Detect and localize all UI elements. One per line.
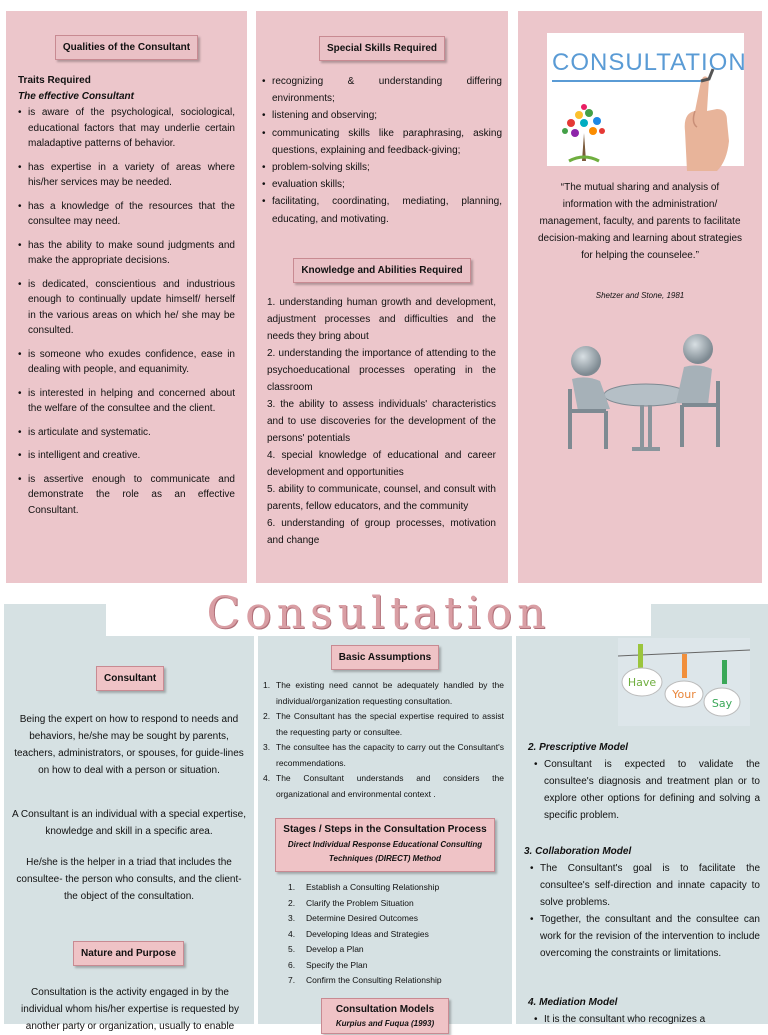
meeting-figures-icon — [558, 319, 728, 459]
skill-item: • facilitating, coordinating, mediating, planning, educating, and motivating. — [262, 193, 502, 227]
knowledge-item: 1. understanding human growth and development, adjustment processes and difficulties and the needs they bring about — [267, 296, 496, 342]
consultant-panel — [4, 604, 254, 1032]
assumption-text: The Consultant understands and considers the organizational and environmental context . — [276, 773, 504, 799]
knowledge-item: 4. special knowledge of educational and career development and opportunities — [267, 449, 496, 478]
trait-item: • is dedicated, conscientious and industrious enough to continually update himself/ herself in the various areas on which he/ she may be consulted. — [18, 277, 235, 339]
traits-subtitle: The effective Consultant — [18, 91, 134, 102]
stage-text: Specify the Plan — [306, 959, 368, 970]
sign-word-your: Your — [672, 688, 696, 701]
collaboration-list — [524, 860, 760, 962]
knowledge-header: Knowledge and Abilities Required — [293, 258, 470, 283]
nature-header: Nature and Purpose — [73, 941, 184, 966]
assumption-item: 3. The consultee has the capacity to carry out the Consultant's recommendations. — [263, 742, 504, 768]
skills-header: Special Skills Required — [319, 36, 445, 61]
trait-item: • has a knowledge of the resources that the consultee may need. — [18, 199, 235, 230]
stages-header: Stages / Steps in the Consultation Process — [283, 824, 487, 835]
prescriptive-title: 2. Prescriptive Model — [528, 742, 629, 753]
trait-item: • is articulate and systematic. — [18, 425, 235, 441]
stage-item: 6. Specify the Plan — [288, 959, 368, 970]
assumptions-list — [258, 678, 512, 802]
assumption-item: 1. The existing need cannot be adequately handled by the individual/organization requesting consultation. — [263, 680, 504, 706]
qualities-panel — [6, 11, 247, 583]
stage-text: Clarify the Problem Situation — [306, 897, 414, 908]
stage-text: Establish a Consulting Relationship — [306, 882, 440, 892]
skill-item: • evaluation skills; — [262, 176, 502, 193]
trait-item: • is assertive enough to communicate and demonstrate the role as an effective Consultant. — [18, 472, 235, 519]
prescriptive-list — [528, 756, 760, 824]
assumption-item: 4. The Consultant understands and considers the organizational and environmental context . — [263, 773, 504, 799]
sign-word-have: Have — [627, 676, 657, 689]
stages-subtitle: Direct Individual Response Educational Consulting Techniques (DIRECT) Method — [287, 840, 483, 863]
stage-item: 5. Develop a Plan — [288, 944, 364, 954]
stage-item: 3. Determine Desired Outcomes — [288, 913, 418, 923]
cover-panel — [518, 11, 762, 583]
sign-word-say: Say — [711, 697, 733, 710]
stage-item: 2. Clarify the Problem Situation — [288, 897, 414, 908]
cover-citation: Shetzer and Stone, 1981 — [595, 291, 685, 300]
skill-item: • recognizing & understanding differing environments; — [262, 73, 502, 107]
assumptions-header: Basic Assumptions — [331, 645, 439, 670]
stage-text: Determine Desired Outcomes — [306, 913, 418, 923]
assumption-text: The Consultant has the special expertise required to assist the requesting party or consultee. — [276, 711, 504, 737]
models-subtitle: Kurpius and Fuqua (1993) — [335, 1019, 435, 1028]
consultant-paragraph-1: Being the expert on how to respond to needs and behaviors, he/she may be sought by parents, teachers, administrators, or spouses, for guide-lines on how to deal with a person or situation. — [14, 714, 244, 776]
traits-title: Traits Required — [18, 75, 91, 86]
trait-item: • is interested in helping and concerned about the welfare of the consultee and the client. — [18, 386, 235, 417]
skills-list — [256, 73, 508, 228]
stage-item: 4. Developing Ideas and Strategies — [288, 928, 429, 939]
assumption-item: 2. The Consultant has the special expertise required to assist the requesting party or consultee. — [263, 711, 504, 737]
skill-item: • communicating skills like paraphrasing, asking questions, explaining and feedback-giving; — [262, 125, 502, 159]
collaboration-item: • Together, the consultant and the consultee can work for the revision of the intervention to include overcoming the constraints or limitations. — [530, 911, 760, 962]
models-header: Consultation Models — [335, 1004, 435, 1015]
nature-paragraph: Consultation is the activity engaged in by the individual whom his/her expertise is requested by another party or organization, usually to enable — [21, 987, 239, 1032]
stages-header-box — [275, 818, 495, 872]
mediation-list — [528, 1011, 760, 1028]
collaboration-item: • The Consultant's goal is to facilitate the consultee's self-direction and innate capacity to solve problems. — [530, 860, 760, 911]
assumptions-panel — [258, 604, 512, 1028]
consultant-paragraph-3: He/she is the helper in a triad that includes the consultee- the person who consults, and the client- the object of the consultation. — [16, 857, 242, 902]
trait-item: • is someone who exudes confidence, ease in dealing with people, and equanimity. — [18, 347, 235, 378]
stage-text: Develop a Plan — [306, 944, 364, 954]
skills-panel — [256, 11, 508, 583]
models-panel — [516, 604, 768, 1024]
stage-item: 1. Establish a Consulting Relationship — [288, 882, 440, 892]
assumption-text: The consultee has the capacity to carry out the Consultant's recommendations. — [276, 742, 504, 768]
knowledge-item: 5. ability to communicate, counsel, and consult with parents, fellow educators, and the community — [267, 483, 496, 512]
models-header-box — [321, 998, 449, 1034]
trait-item: • is intelligent and creative. — [18, 448, 235, 464]
consultation-image — [547, 33, 747, 166]
traits-list — [18, 105, 235, 518]
stage-item: 7. Confirm the Consulting Relationship — [288, 975, 442, 985]
qualities-header: Qualities of the Consultant — [55, 35, 198, 60]
consultant-paragraph-2: A Consultant is an individual with a special expertise, knowledge and skill in a specific area. — [11, 809, 247, 837]
tree-icon — [549, 93, 619, 163]
stage-text: Confirm the Consulting Relationship — [306, 975, 442, 985]
prescriptive-item: • Consultant is expected to validate the consultee's diagnosis and treatment plan or to explore other options for defining and solving a specific problem. — [534, 756, 760, 824]
collaboration-title: 3. Collaboration Model — [524, 846, 632, 857]
consultation-image-word: CONSULTATION — [552, 49, 747, 76]
skill-item: • problem-solving skills; — [262, 159, 502, 176]
consultant-header: Consultant — [96, 666, 164, 691]
trait-item: • has the ability to make sound judgments and make the appropriate decisions. — [18, 238, 235, 269]
mediation-title: 4. Mediation Model — [528, 997, 618, 1008]
stage-text: Developing Ideas and Strategies — [306, 928, 429, 939]
knowledge-list — [256, 294, 508, 549]
knowledge-item: 2. understanding the importance of attending to the psychoeducational processes operating in the classroom — [267, 347, 496, 393]
consultation-banner — [106, 588, 651, 639]
trait-item: • has expertise in a variety of areas where his/her services may be needed. — [18, 160, 235, 191]
stages-list — [258, 880, 512, 989]
cover-quote: “The mutual sharing and analysis of information with the administration/ management, faculty, and parents to facilitate decision-making and learning about strategies for helping the counselee.” — [538, 182, 743, 261]
have-your-say-icon — [618, 638, 750, 726]
hand-icon — [657, 71, 747, 171]
banner-title: Consultation — [206, 588, 551, 639]
skill-item: • listening and observing; — [262, 107, 502, 124]
knowledge-item: 6. understanding of group processes, motivation and change — [267, 517, 496, 546]
trait-item: • is aware of the psychological, sociological, educational factors that may underlie certain maladaptive patterns of behavior. — [18, 105, 235, 152]
mediation-item: • It is the consultant who recognizes a — [534, 1011, 760, 1028]
assumption-text: The existing need cannot be adequately handled by the individual/organization requesting consultation. — [276, 680, 504, 706]
knowledge-item: 3. the ability to assess individuals' characteristics and to use discoveries for the development of the persons' potentials — [267, 398, 496, 444]
